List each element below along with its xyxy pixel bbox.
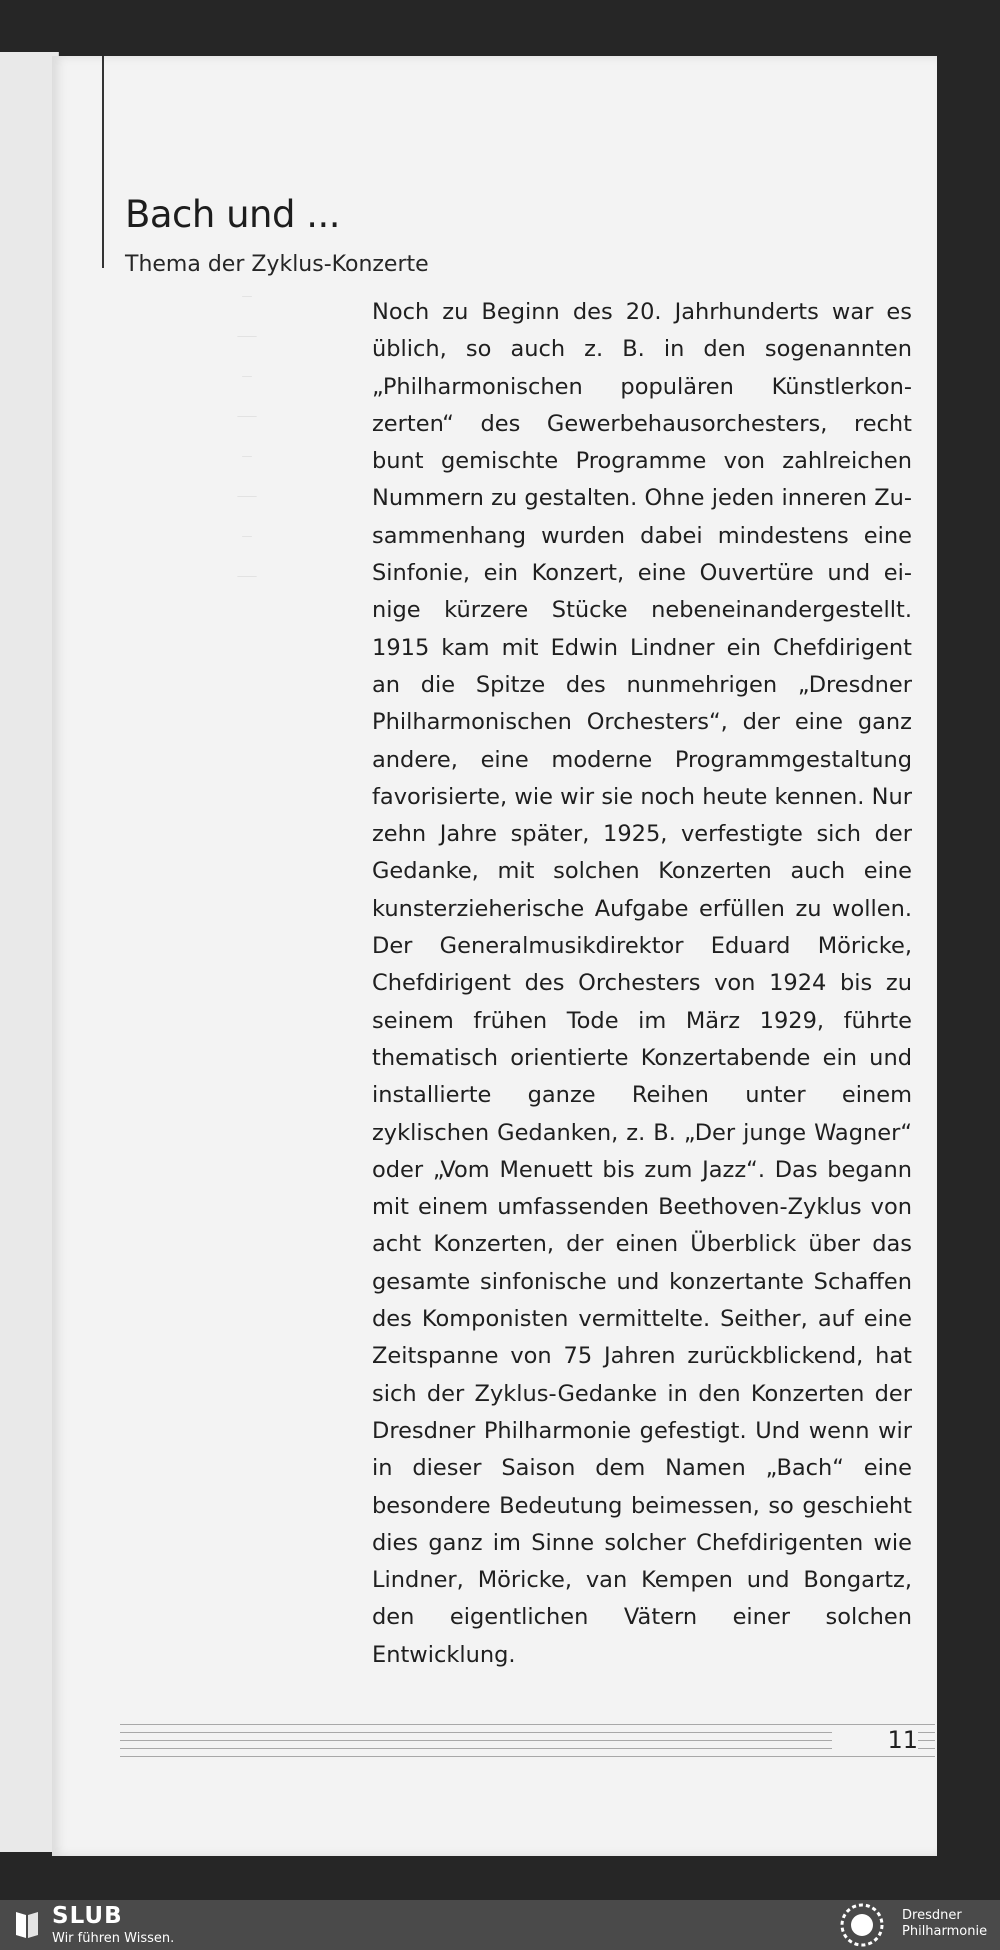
viewer-footer-bar bbox=[0, 1900, 1000, 1950]
brochure-page bbox=[52, 56, 937, 1856]
dresdner-philharmonie-name: Dresdner Philharmonie bbox=[902, 1908, 988, 1939]
slub-logo-icon bbox=[14, 1908, 40, 1940]
vertical-rule bbox=[102, 56, 104, 268]
slub-tagline: Wir führen Wissen. bbox=[52, 1931, 175, 1946]
previous-page-edge bbox=[0, 52, 59, 1852]
slub-name: SLUB bbox=[52, 1903, 123, 1929]
page-number: 11 bbox=[832, 1726, 918, 1754]
article-body: Noch zu Beginn des 20. Jahrhunderts war es üblich, so auch z. B. in den sogenannten „Philharmonischen populären Künstlerkonzerten“ des Gewerbehausorchesters, recht bunt gemischte Programme von zahlreichen Nummern zu gestalten. Ohne jeden inneren Zusammenhang wurden dabei mindestens eine Sinfonie, ein Konzert, eine Ouvertüre und einige kürzere Stücke nebeneinandergestellt. 1915 kam mit Edwin Lindner ein Chefdirigent an die Spitze des nunmehrigen „Dresdner Philharmonischen Orchesters“, der eine ganz andere, eine moderne Programmgestaltung favorisierte, wie wir sie noch heute kennen. Nur zehn Jahre später, 1925, verfestigte sich der Gedanke, mit solchen Konzerten auch eine kunsterzieherische Aufgabe erfüllen zu wollen. Der Generalmusikdirektor Eduard Möricke, Chefdirigent des Orchesters von 1924 bis zu seinem frühen Tode im März 1929, führte thematisch orientierte Konzertabende ein und installierte ganze Reihen unter einem zyklischen Gedanken, z. B. „Der junge Wagner“ oder „Vom Menuett bis zum Jazz“. Das begann mit einem umfassenden Beethoven-Zyklus von acht Konzerten, der einen Überblick über das gesamte sinfonische und konzertante Schaffen des Komponisten vermittelte. Seither, auf eine Zeitspanne von 75 Jahren zurückblickend, hat sich der Zyklus-Gedanke in den Konzerten der Dresdner Philharmonie gefestigt. Und wenn wir in dieser Saison dem Namen „Bach“ eine besondere Bedeutung beimessen, so geschieht dies ganz im Sinne solcher Chefdirigenten wie Lindner, Möricke, van Kempen und Bongartz, den eigentlichen Vätern einer solchen Entwicklung. bbox=[372, 299, 912, 1668]
music-staff-decoration bbox=[120, 1724, 935, 1764]
page-subtitle: Thema der Zyklus-Konzerte bbox=[125, 252, 429, 277]
page-title: Bach und ... bbox=[125, 193, 341, 236]
dresdner-philharmonie-logo-icon bbox=[838, 1902, 886, 1948]
show-through-ghost-text: – — – — – — – — bbox=[237, 285, 257, 586]
